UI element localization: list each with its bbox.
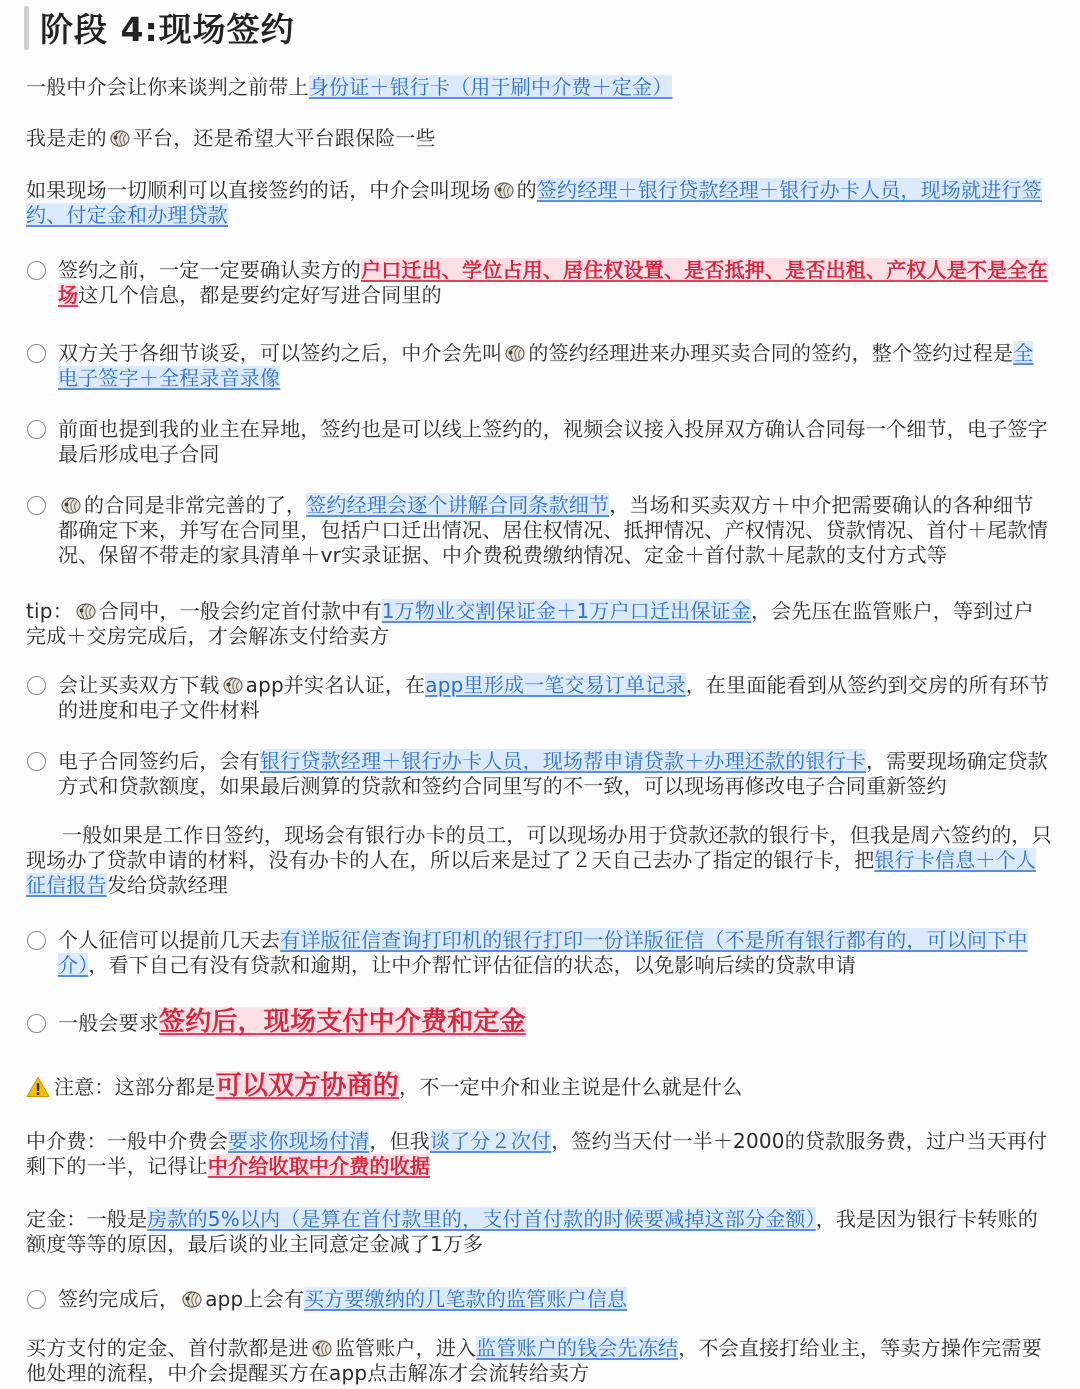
highlight-link[interactable]: 房款的5%以内（是算在首付款里的，支付首付款的时候要减掉这部分金额） <box>147 1207 816 1231</box>
highlight-link[interactable]: 1万物业交割保证金＋1万户口迁出保证金 <box>381 599 751 623</box>
paragraph-tip: tip： 合同中，一般会约定首付款中有1万物业交割保证金＋1万户口迁出保证金，会先压在监管账户，等到过户完成＋交房完成后，才会解冻支付给卖方 <box>26 599 1034 648</box>
paragraph-weekday-signing: 一般如果是工作日签约，现场会有银行办卡的员工，可以现场办用于贷款还款的银行卡，但我是周六签约的，只现场办了贷款申请的材料，没有办卡的人在，所以后来是过了２天自己去办了指定的银行卡，把银行卡信息＋个人征信报告发给贷款经理 <box>26 823 1052 897</box>
highlight-link[interactable]: 谈了分２次付 <box>430 1129 552 1153</box>
highlight-link[interactable]: 银行卡信息＋个人征信报告 <box>26 848 1037 897</box>
todo-checkbox[interactable] <box>27 1290 46 1309</box>
paragraph-bring-items: 一般中介会让你来谈判之前带上身份证＋银行卡（用于刷中介费＋定金） <box>26 75 673 99</box>
page-title: 阶段 4:现场签约 <box>40 10 295 49</box>
todo-item-download-app: 会让买卖双方下载 app并实名认证，在app里形成一笔交易订单记录，在里面能看到从签约到交房的所有环节的进度和电子文件材料 <box>58 673 1050 722</box>
paragraph-note: 注意：这部分都是可以双方协商的，不一定中介和业主说是什么就是什么 <box>26 1071 1052 1102</box>
highlight-link[interactable]: 全电子签字＋全程录音录像 <box>58 341 1034 390</box>
shell-icon <box>109 128 131 148</box>
highlight-link[interactable]: 签约经理会逐个讲解合同条款细节 <box>306 493 610 517</box>
highlight-link[interactable]: 签约经理＋银行贷款经理＋银行办卡人员，现场就进行签约、付定金和办理贷款 <box>26 178 1042 227</box>
paragraph-onsite-signing: 如果现场一切顺利可以直接签约的话，中介会叫现场 的签约经理＋银行贷款经理＋银行办卡人员，现场就进行签约、付定金和办理贷款 <box>26 178 1042 227</box>
todo-checkbox[interactable] <box>27 931 46 950</box>
todo-checkbox[interactable] <box>27 676 46 695</box>
title-accent-bar <box>24 6 29 50</box>
paragraph-agency-fee: 中介费：一般中介费会要求你现场付清，但我谈了分２次付，签约当天付一半＋2000的贷款服务费，过户当天再付剩下的一半，记得让中介给收取中介费的收据 <box>26 1129 1048 1178</box>
todo-item-supervision-account: 签约完成后， app上会有买方要缴纳的几笔款的监管账户信息 <box>58 1287 628 1311</box>
todo-checkbox[interactable] <box>27 496 46 515</box>
shell-icon <box>75 601 97 621</box>
todo-item-confirm-seller: 签约之前，一定一定要确认卖方的户口迁出、学位占用、居住权设置、是否抵押、是否出租、产权人是不是全在场这几个信息，都是要约定好写进合同里的 <box>58 258 1048 307</box>
todo-checkbox[interactable] <box>27 420 46 439</box>
warning-icon <box>26 1076 50 1098</box>
highlight-link[interactable]: 监管账户的钱会先冻结 <box>476 1336 679 1360</box>
todo-item-contract-signing: 双方关于各细节谈妥，可以签约之后，中介会先叫 的签约经理进来办理买卖合同的签约，整个签约过程是全电子签字＋全程录音录像 <box>58 341 1034 390</box>
todo-item-credit-report: 个人征信可以提前几天去有详版征信查询打印机的银行打印一份详版征信（不是所有银行都有的，可以问下中介），看下自己有没有贷款和逾期，让中介帮忙评估征信的状态，以免影响后续的贷款申请 <box>58 928 1028 977</box>
todo-item-contract-details: 的合同是非常完善的了，签约经理会逐个讲解合同条款细节，当场和买卖双方＋中介把需要确认的各种细节都确定下来，并写在合同里，包括户口迁出情况、居住权情况、抵押情况、产权情况、贷款情况、首付＋尾款情况、保留不带走的家具清单＋vr实录证据、中介费税费缴纳情况、定金＋首付款＋尾款的支付方式等 <box>58 493 1048 567</box>
highlight-link[interactable]: 要求你现场付清 <box>228 1129 370 1153</box>
shell-icon <box>222 675 244 695</box>
shell-icon <box>493 180 515 200</box>
highlight-link[interactable]: 买方要缴纳的几笔款的监管账户信息 <box>304 1287 628 1311</box>
shell-icon <box>504 343 526 363</box>
todo-checkbox[interactable] <box>27 261 46 280</box>
todo-item-loan: 电子合同签约后，会有银行贷款经理＋银行办卡人员，现场帮申请贷款＋办理还款的银行卡，需要现场确定贷款方式和贷款额度，如果最后测算的贷款和签约合同里写的不一致，可以现场再修改电子合同重新签约 <box>58 749 1048 798</box>
highlight-link[interactable]: 有详版征信查询打印机的银行打印一份详版征信（不是所有银行都有的，可以问下中介） <box>58 928 1028 977</box>
shell-icon <box>181 1289 203 1309</box>
shell-icon <box>60 495 82 515</box>
highlight-warning[interactable]: 中介给收取中介费的收据 <box>207 1154 431 1178</box>
paragraph-frozen-funds: 买方支付的定金、首付款都是进 监管账户，进入监管账户的钱会先冻结，不会直接打给业主，等卖方操作完需要他处理的流程，中介会提醒买方在app点击解冻才会流转给卖方 <box>26 1336 1042 1385</box>
highlight-warning[interactable]: 可以双方协商的 <box>215 1071 400 1101</box>
todo-item-online-signing: 前面也提到我的业主在异地，签约也是可以线上签约的，视频会议接入投屏双方确认合同每一个细节，电子签字最后形成电子合同 <box>58 417 1048 466</box>
paragraph-deposit: 定金：一般是房款的5%以内（是算在首付款里的，支付首付款的时候要减掉这部分金额），我是因为银行卡转账的额度等等的原因，最后谈的业主同意定金减了1万多 <box>26 1207 1038 1256</box>
todo-checkbox[interactable] <box>27 752 46 771</box>
highlight-link[interactable]: 身份证＋银行卡（用于刷中介费＋定金） <box>308 75 673 99</box>
paragraph-platform: 我是走的 平台，还是希望大平台跟保险一些 <box>26 126 436 150</box>
shell-icon <box>311 1338 333 1358</box>
todo-item-payment: 一般会要求签约后，现场支付中介费和定金 <box>58 1007 526 1037</box>
todo-checkbox[interactable] <box>27 344 46 363</box>
todo-checkbox[interactable] <box>27 1014 46 1033</box>
highlight-warning[interactable]: 户口迁出、学位占用、居住权设置、是否抵押、是否出租、产权人是不是全在场 <box>58 258 1048 307</box>
highlight-link[interactable]: 银行贷款经理＋银行办卡人员，现场帮申请贷款＋办理还款的银行卡 <box>260 749 866 773</box>
highlight-warning[interactable]: 签约后，现场支付中介费和定金 <box>159 1007 526 1037</box>
highlight-link[interactable]: app里形成一笔交易订单记录 <box>425 673 686 697</box>
